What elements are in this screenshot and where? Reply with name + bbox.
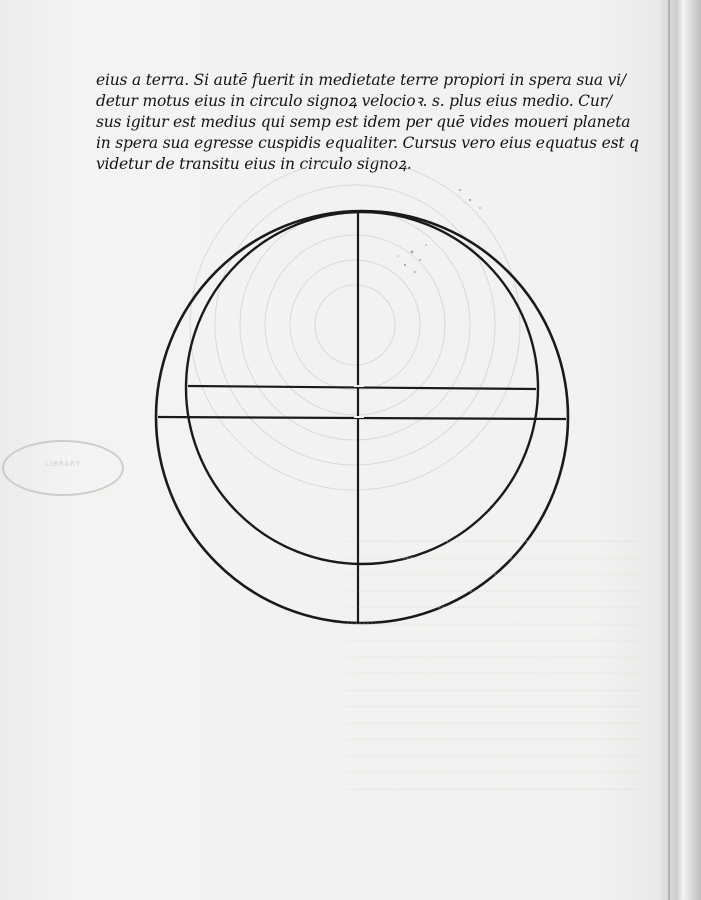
show-through-rings	[190, 160, 520, 490]
text-line-4: in spera sua egresse cuspidis equaliter. Cursus vero eius equatus est q	[96, 134, 639, 152]
text-line-5: videtur de transitu eius in circulo signoꝝ.	[96, 155, 412, 173]
text-line-2: detur motus eius in circulo signoꝝ velocioꝛ. s. plus eius medio. Cur/	[96, 92, 612, 110]
text-line-3: sus igitur est medius qui semp est idem per quē vides moueri planeta	[96, 113, 631, 131]
text-line-1: eius a terra. Si autē fuerit in medietate terre propiori in spera sua vi/	[96, 71, 626, 89]
show-through-text: .......................................................................... .......................................................................... .......................................................................... .......................................................................... .......................................................................... .......................................................................... .......................................................................... .......................................................................... .......................................................................... .......................................................................... .......................................................................... .......................................................................... .......................................................................... .......................................................................... .......................................................................... ..........................................................................	[345, 530, 640, 793]
gutter-edge	[668, 0, 670, 900]
page-gutter	[661, 0, 701, 900]
library-stamp-icon: LIBRARY	[2, 440, 124, 496]
